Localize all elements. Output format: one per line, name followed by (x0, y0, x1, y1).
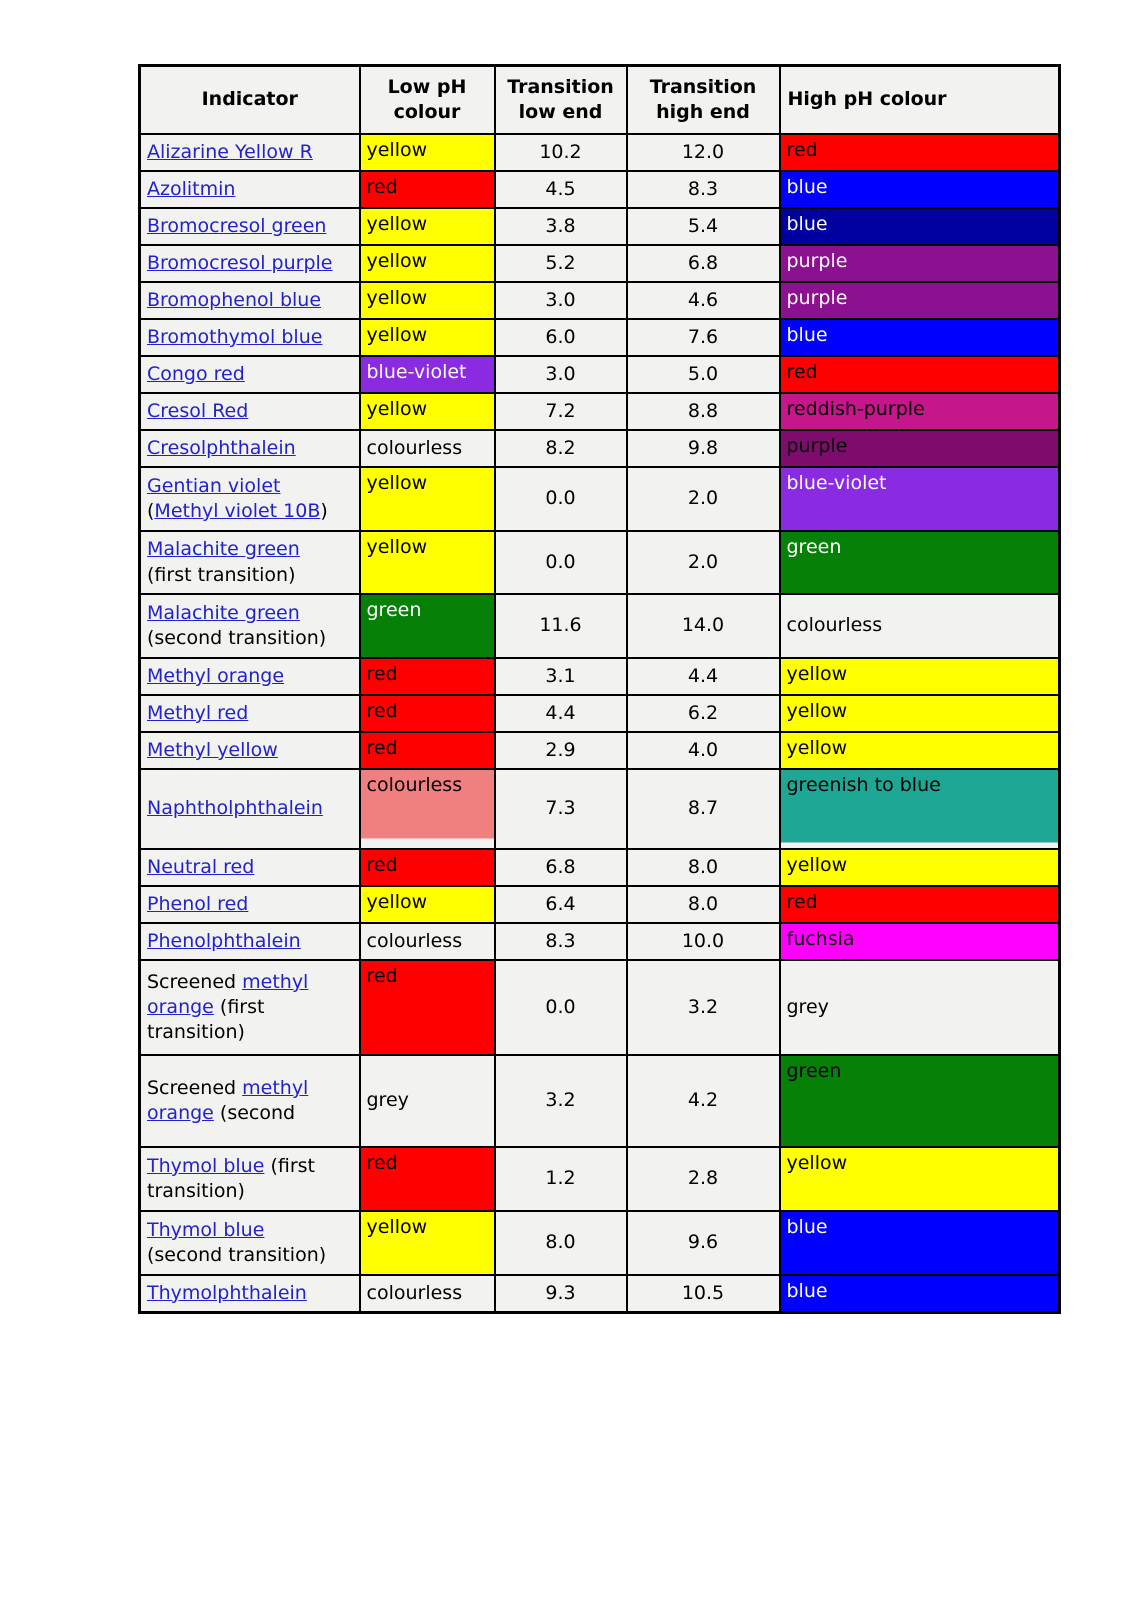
transition-high-end-cell: 6.8 (627, 245, 780, 282)
transition-high-end-cell: 6.2 (627, 695, 780, 732)
low-ph-colour-cell: red (360, 658, 495, 695)
indicator-link[interactable]: Thymolphthalein (147, 1281, 307, 1304)
indicator-link[interactable]: Bromothymol blue (147, 325, 323, 348)
table-row (140, 923, 1060, 960)
transition-low-end-cell: 0.0 (495, 531, 627, 594)
low-ph-colour-cell: yellow (360, 886, 495, 923)
indicator-cell (140, 467, 360, 531)
high-ph-colour-cell: blue (780, 208, 1060, 245)
indicator-link[interactable]: Bromocresol purple (147, 251, 333, 274)
indicator-cell (140, 1275, 360, 1312)
low-ph-colour-cell: yellow (360, 245, 495, 282)
low-ph-colour-cell: red (360, 695, 495, 732)
low-ph-colour-cell: red (360, 849, 495, 886)
transition-low-end-cell: 0.0 (495, 960, 627, 1055)
indicator-link[interactable]: Gentian violet (147, 474, 281, 497)
table-row (140, 1275, 1060, 1312)
high-ph-colour-cell: yellow (780, 658, 1060, 695)
transition-low-end-cell: 3.0 (495, 356, 627, 393)
indicator-link[interactable]: Alizarine Yellow R (147, 140, 313, 163)
transition-high-end-cell: 2.0 (627, 467, 780, 531)
table-row (140, 531, 1060, 594)
transition-low-end-cell: 11.6 (495, 594, 627, 658)
indicator-cell (140, 356, 360, 393)
table-row (140, 886, 1060, 923)
high-ph-colour-cell: fuchsia (780, 923, 1060, 960)
table-row (140, 1211, 1060, 1275)
high-ph-colour-cell: yellow (780, 732, 1060, 769)
transition-high-end-cell: 4.2 (627, 1055, 780, 1147)
indicator-cell (140, 319, 360, 356)
transition-low-end-cell: 8.2 (495, 430, 627, 467)
transition-high-end-cell: 12.0 (627, 134, 780, 171)
transition-high-end-cell: 5.4 (627, 208, 780, 245)
table-row (140, 171, 1060, 208)
transition-low-end-cell: 10.2 (495, 134, 627, 171)
low-ph-colour-cell: red (360, 171, 495, 208)
high-ph-colour-cell: blue (780, 319, 1060, 356)
indicator-link[interactable]: Methyl orange (147, 664, 285, 687)
high-ph-colour-cell: yellow (780, 849, 1060, 886)
low-ph-colour-cell: colourless (360, 769, 495, 849)
indicator-link[interactable]: methyl orange (147, 1076, 309, 1124)
transition-low-end-cell: 3.1 (495, 658, 627, 695)
indicator-link[interactable]: Azolitmin (147, 177, 236, 200)
high-ph-colour-cell: yellow (780, 1147, 1060, 1211)
indicator-link[interactable]: Cresolphthalein (147, 436, 296, 459)
transition-low-end-cell: 8.3 (495, 923, 627, 960)
table-row (140, 208, 1060, 245)
low-ph-colour-cell: yellow (360, 319, 495, 356)
low-ph-colour-cell: yellow (360, 467, 495, 531)
low-ph-colour-cell: blue-violet (360, 356, 495, 393)
transition-high-end-cell: 4.4 (627, 658, 780, 695)
transition-high-end-cell: 8.0 (627, 849, 780, 886)
low-ph-colour-cell: colourless (360, 923, 495, 960)
table-row (140, 849, 1060, 886)
indicator-cell (140, 1211, 360, 1275)
indicator-cell (140, 208, 360, 245)
low-ph-colour-cell: red (360, 732, 495, 769)
indicator-link[interactable]: Thymol blue (147, 1154, 265, 1177)
high-ph-colour-cell: green (780, 1055, 1060, 1147)
high-ph-colour-cell: colourless (780, 594, 1060, 658)
transition-high-end-cell: 4.6 (627, 282, 780, 319)
indicator-cell (140, 171, 360, 208)
transition-high-end-cell: 9.6 (627, 1211, 780, 1275)
indicator-cell (140, 886, 360, 923)
indicator-link[interactable]: Methyl red (147, 701, 249, 724)
transition-low-end-cell: 2.9 (495, 732, 627, 769)
high-ph-colour-cell: purple (780, 430, 1060, 467)
transition-high-end-cell: 2.8 (627, 1147, 780, 1211)
header-row (140, 66, 1060, 135)
indicator-cell (140, 393, 360, 430)
indicator-text: (first transition) (147, 1154, 316, 1202)
indicator-link[interactable]: methyl orange (147, 970, 309, 1018)
high-ph-colour-cell: blue (780, 1275, 1060, 1312)
indicator-link[interactable]: Phenol red (147, 892, 249, 915)
indicator-link[interactable]: Congo red (147, 362, 245, 385)
indicator-text: (second transition) (147, 1244, 327, 1266)
table-row (140, 1055, 1060, 1147)
table-row (140, 245, 1060, 282)
high-ph-colour-cell: grey (780, 960, 1060, 1055)
indicator-cell (140, 594, 360, 658)
ph-indicator-table (138, 64, 1061, 1314)
high-ph-colour-cell: yellow (780, 695, 1060, 732)
indicator-cell (140, 849, 360, 886)
ph-indicator-table-wrap (138, 64, 1061, 1314)
low-ph-colour-cell: green (360, 594, 495, 658)
low-ph-colour-cell: yellow (360, 531, 495, 594)
high-ph-colour-cell: green (780, 531, 1060, 594)
indicator-text: (second (213, 1102, 296, 1124)
indicator-cell (140, 1055, 360, 1147)
high-ph-colour-cell: blue (780, 1211, 1060, 1275)
transition-low-end-cell: 3.2 (495, 1055, 627, 1147)
transition-high-end-cell: 8.0 (627, 886, 780, 923)
indicator-cell (140, 282, 360, 319)
table-header (140, 66, 1060, 135)
transition-high-end-cell: 2.0 (627, 531, 780, 594)
indicator-cell (140, 732, 360, 769)
transition-high-end-cell: 8.8 (627, 393, 780, 430)
indicator-text: (first transition) (147, 995, 265, 1044)
high-ph-colour-cell: blue (780, 171, 1060, 208)
low-ph-colour-cell: red (360, 1147, 495, 1211)
transition-high-end-cell: 10.5 (627, 1275, 780, 1312)
transition-high-end-cell: 14.0 (627, 594, 780, 658)
indicator-cell (140, 134, 360, 171)
transition-low-end-cell: 6.8 (495, 849, 627, 886)
transition-low-end-cell: 5.2 (495, 245, 627, 282)
transition-low-end-cell: 3.8 (495, 208, 627, 245)
header-transition-low-end: Transition low end (495, 66, 627, 135)
table-row (140, 658, 1060, 695)
indicator-text: Screened (147, 970, 243, 993)
table-row (140, 960, 1060, 1055)
low-ph-colour-cell: yellow (360, 1211, 495, 1275)
header-transition-high-end: Transition high end (627, 66, 780, 135)
header-low-ph-colour: Low pH colour (360, 66, 495, 135)
indicator-link[interactable]: Methyl yellow (147, 738, 278, 761)
high-ph-colour-cell: blue-violet (780, 467, 1060, 531)
indicator-text: (first transition) (147, 563, 296, 586)
transition-low-end-cell: 4.5 (495, 171, 627, 208)
indicator-cell (140, 695, 360, 732)
indicator-text: ( (147, 500, 155, 522)
transition-low-end-cell: 7.3 (495, 769, 627, 849)
transition-low-end-cell: 6.0 (495, 319, 627, 356)
transition-high-end-cell: 8.7 (627, 769, 780, 849)
transition-high-end-cell: 3.2 (627, 960, 780, 1055)
high-ph-colour-cell: greenish to blue (780, 769, 1060, 849)
low-ph-colour-cell: yellow (360, 134, 495, 171)
transition-high-end-cell: 7.6 (627, 319, 780, 356)
indicator-cell (140, 430, 360, 467)
indicator-table-body (140, 134, 1060, 1312)
transition-low-end-cell: 9.3 (495, 1275, 627, 1312)
transition-low-end-cell: 6.4 (495, 886, 627, 923)
indicator-link[interactable]: Bromophenol blue (147, 288, 322, 311)
table-row (140, 393, 1060, 430)
indicator-link[interactable]: Phenolphthalein (147, 929, 301, 952)
indicator-cell (140, 245, 360, 282)
table-row (140, 594, 1060, 658)
indicator-link[interactable]: Neutral red (147, 855, 255, 878)
table-row (140, 732, 1060, 769)
indicator-link[interactable]: Malachite green (147, 601, 300, 624)
table-row (140, 134, 1060, 171)
table-row (140, 695, 1060, 732)
low-ph-colour-cell: yellow (360, 208, 495, 245)
low-ph-colour-cell: yellow (360, 282, 495, 319)
indicator-link[interactable]: Naphtholphthalein (147, 797, 323, 820)
high-ph-colour-cell: purple (780, 245, 1060, 282)
indicator-text: ) (320, 500, 328, 522)
table-row (140, 282, 1060, 319)
table-row (140, 467, 1060, 531)
low-ph-colour-cell: grey (360, 1055, 495, 1147)
indicator-text: (second transition) (147, 627, 327, 649)
transition-high-end-cell: 9.8 (627, 430, 780, 467)
indicator-cell (140, 531, 360, 594)
indicator-link[interactable]: Methyl violet 10B (154, 500, 321, 522)
header-indicator: Indicator (140, 66, 360, 135)
indicator-link[interactable]: Cresol Red (147, 399, 249, 422)
low-ph-colour-cell: colourless (360, 1275, 495, 1312)
indicator-cell (140, 1147, 360, 1211)
low-ph-colour-cell: colourless (360, 430, 495, 467)
table-row (140, 769, 1060, 849)
indicator-link[interactable]: Bromocresol green (147, 214, 327, 237)
table-row (140, 319, 1060, 356)
transition-high-end-cell: 8.3 (627, 171, 780, 208)
transition-high-end-cell: 4.0 (627, 732, 780, 769)
transition-low-end-cell: 7.2 (495, 393, 627, 430)
indicator-cell (140, 923, 360, 960)
transition-low-end-cell: 3.0 (495, 282, 627, 319)
indicator-link[interactable]: Thymol blue (147, 1218, 265, 1241)
transition-high-end-cell: 5.0 (627, 356, 780, 393)
transition-low-end-cell: 1.2 (495, 1147, 627, 1211)
high-ph-colour-cell: purple (780, 282, 1060, 319)
transition-low-end-cell: 4.4 (495, 695, 627, 732)
high-ph-colour-cell: reddish-purple (780, 393, 1060, 430)
transition-low-end-cell: 8.0 (495, 1211, 627, 1275)
transition-high-end-cell: 10.0 (627, 923, 780, 960)
indicator-cell (140, 658, 360, 695)
indicator-link[interactable]: Malachite green (147, 538, 300, 561)
indicator-text: Screened (147, 1076, 243, 1099)
indicator-cell (140, 960, 360, 1055)
high-ph-colour-cell: red (780, 134, 1060, 171)
transition-low-end-cell: 0.0 (495, 467, 627, 531)
high-ph-colour-cell: red (780, 356, 1060, 393)
table-row (140, 356, 1060, 393)
header-high-ph-colour: High pH colour (780, 66, 1060, 135)
indicator-cell (140, 769, 360, 849)
low-ph-colour-cell: yellow (360, 393, 495, 430)
table-row (140, 1147, 1060, 1211)
high-ph-colour-cell: red (780, 886, 1060, 923)
table-row (140, 430, 1060, 467)
low-ph-colour-cell: red (360, 960, 495, 1055)
